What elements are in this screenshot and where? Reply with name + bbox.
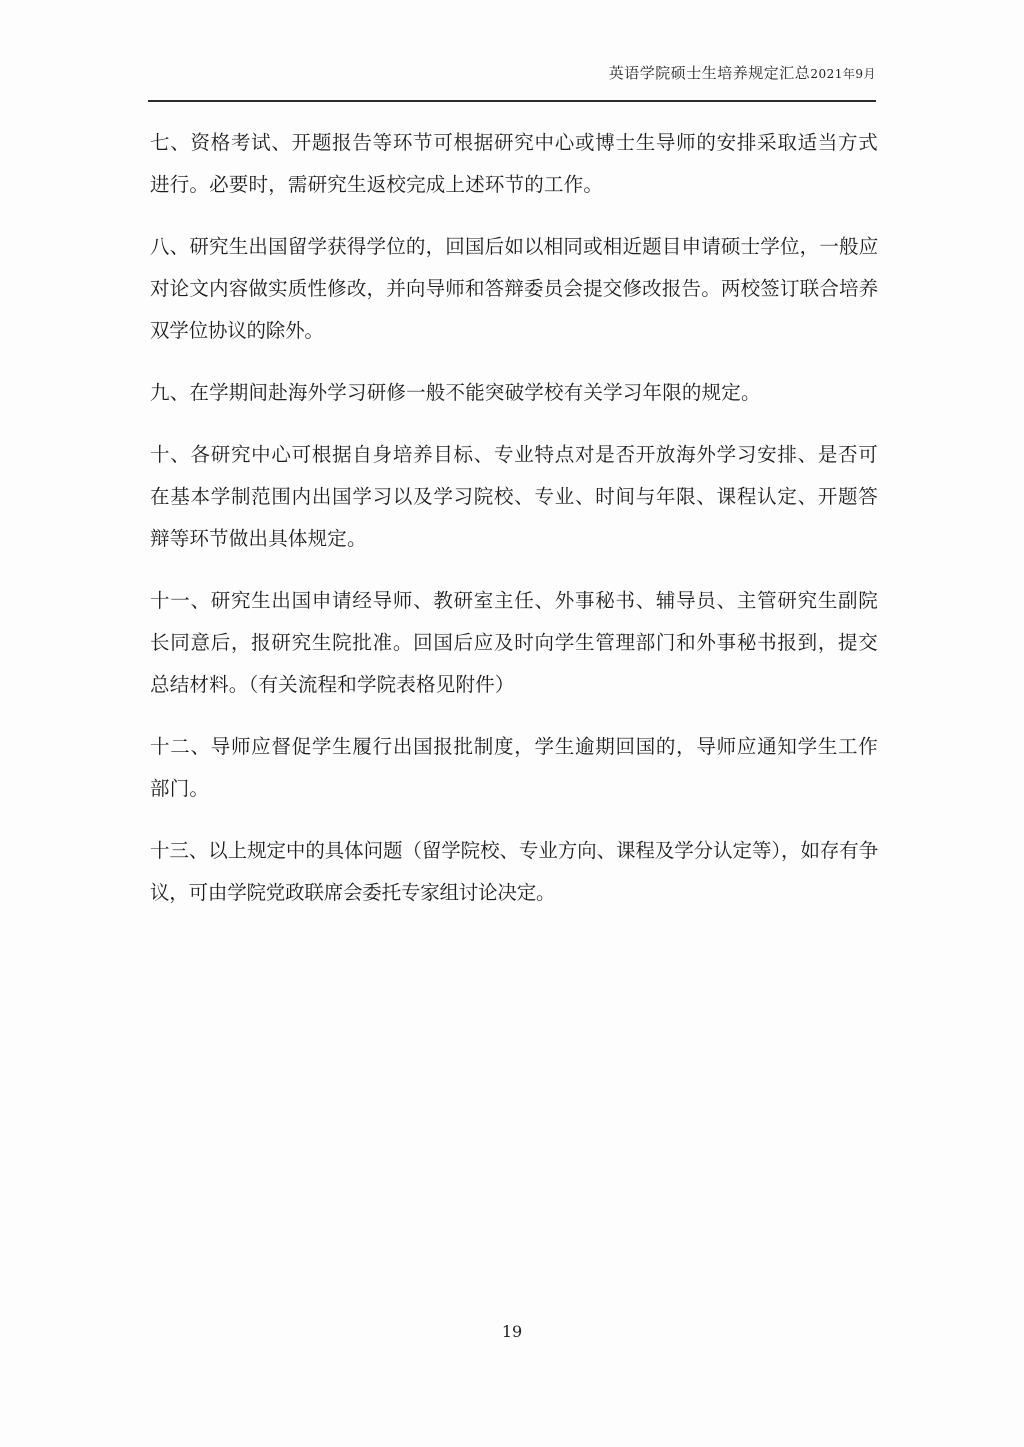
paragraph-11: 十一、研究生出国申请经导师、教研室主任、外事秘书、辅导员、主管研究生副院长同意后，报研究生院批准。回国后应及时向学生管理部门和外事秘书报到，提交总结材料。（有关流程和学院表格见附件） [150,589,878,696]
header-title: 英语学院硕士生培养规定汇总 [608,64,811,82]
paragraph-7: 七、资格考试、开题报告等环节可根据研究中心或博士生导师的安排采取适当方式进行。必要时，需研究生返校完成上述环节的工作。 [150,131,878,196]
paragraph-12: 十二、导师应督促学生履行出国报批制度，学生逾期回国的，导师应通知学生工作部门。 [150,735,878,800]
paragraph-8: 八、研究生出国留学获得学位的，回国后如以相同或相近题目申请硕士学位，一般应对论文内容做实质性修改，并向导师和答辩委员会提交修改报告。两校签订联合培养双学位协议的除外。 [150,235,878,342]
page-header [148,62,876,83]
paragraph-10: 十、各研究中心可根据自身培养目标、专业特点对是否开放海外学习安排、是否可在基本学制范围内出国学习以及学习院校、专业、时间与年限、课程认定、开题答辩等环节做出具体规定。 [150,443,878,550]
header-divider [148,100,876,102]
page-number: 19 [501,1322,523,1341]
document-body [150,122,878,934]
header-date: 2021年9月 [810,67,876,81]
paragraph-9: 九、在学期间赴海外学习研修一般不能突破学校有关学习年限的规定。 [150,381,761,404]
paragraph-13: 十三、以上规定中的具体问题（留学院校、专业方向、课程及学分认定等），如存有争议，可由学院党政联席会委托专家组讨论决定。 [150,839,878,904]
